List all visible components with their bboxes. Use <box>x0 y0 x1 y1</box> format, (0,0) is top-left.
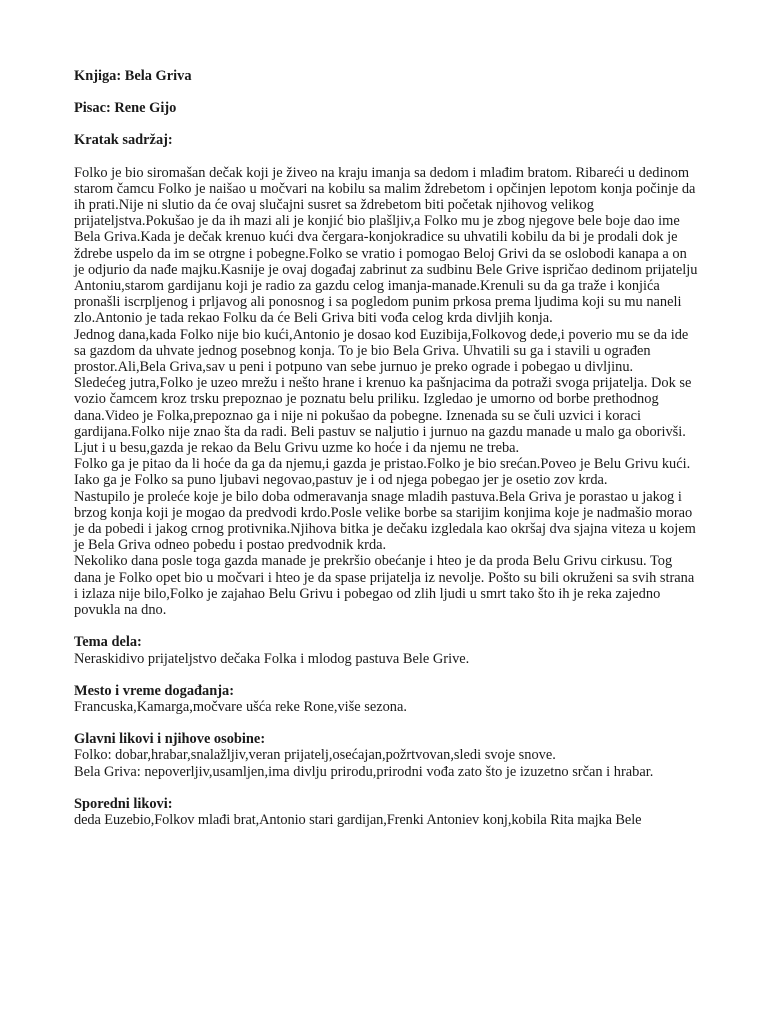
summary-paragraph-5: Nastupilo je proleće koje je bilo doba odmeravanja snage mladih pastuva.Bela Griva je porastao u jakog i brzog konja koji je mogao da predvodi krdo.Posle velike borbe sa starijim konjima koje je nadmašio morao je da pobedi i jakog crnog protivnika.Njihova bitka je dečaku izgledala kao okršaj dva sjajna viteza u kojem je Bela Griva odneo pobedu i postao predvodnik krda. <box>74 488 696 554</box>
document-page <box>74 68 698 828</box>
summary-body <box>74 165 698 619</box>
summary-paragraph-1: Folko je bio siromašan dečak koji je živeo na kraju imanja sa dedom i mlađim bratom. Ribareći u dedinom starom čamcu Folko je naišao u močvari na kobilu sa malim ždrebetom i opčinjen lepotom konja počinje da ih prati.Nije ni slutio da će ovaj slučajni susret sa ždrebetom biti početak njihovog velikog prijateljstva.Pokušao je da ih mazi ali je konjić bio plašljiv,a Folko mu je zbog njegove bele boje dao ime Bela Griva.Kada je dečak krenuo kući dva čergara-konjokradice su uhvatili kobilu da bi je prodali dok je ždrebe uspelo da im se otrgne i pobegne.Folko se vratio i pomogao Beloj Grivi da se oslobodi kanapa a on je odjurio da nađe majku.Kasnije je ovaj događaj zabrinut za sudbinu Bele Grive ispričao dedinom prijatelju Antoniu,starom gardijanu koji je radio za gazdu celog imanja-manade.Krenuli su da ga traže i konjića pronašli iscrpljenog i prljavog ali ponosnog i sa pogledom punim prkosa prema ljudima koji su mu naneli zlo.Antonio je tada rekao Folku da će Beli Griva biti vođa celog krda divljih konja. <box>74 164 698 327</box>
summary-paragraph-3: Sledećeg jutra,Folko je uzeo mrežu i nešto hrane i krenuo ka pašnjacima da potraži svoga prijatelja. Dok se vozio čamcem kroz trsku prepoznao je poznatu belu priliku. Izgledao je umorno od borbe prethodnog dana.Video je Folka,prepoznao ga i nije ni pokušao da pobegne. Iznenada su se čuli uzvici i koraci gardijana.Folko nije znao šta da radi. Beli pastuv se naljutio i jurnuo na gazdu manade u malo ga oborivši. Ljut i u besu,gazda je rekao da Belu Grivu uzme ko hoće i da njemu ne treba. <box>74 375 692 457</box>
book-title-line: Knjiga: Bela Griva <box>74 68 192 84</box>
side-characters-heading: Sporedni likovi: <box>74 795 173 812</box>
summary-paragraph-4: Folko ga je pitao da li hoće da ga da njemu,i gazda je pristao.Folko je bio srećan.Poveo je Belu Grivu kući. Iako ga je Folko sa puno ljubavi negovao,pastuv je i od njega pobegao jer je osetio zov krda. <box>74 456 691 489</box>
summary-heading: Kratak sadržaj: <box>74 132 173 149</box>
side-characters-text: deda Euzebio,Folkov mlađi brat,Antonio stari gardijan,Frenki Antoniev konj,kobila Rita majka Bele <box>74 811 642 828</box>
main-character-folko: Folko: dobar,hrabar,snalažljiv,veran prijatelj,osećajan,požrtvovan,sledi svoje snove. <box>74 747 556 764</box>
summary-paragraph-6: Nekoliko dana posle toga gazda manade je prekršio obećanje i hteo je da proda Belu Grivu cirkusu. Tog dana je Folko opet bio u močvari i hteo je da spase prijatelja iz nevolje. Pošto su bili okruženi sa svih strana i izlaza nije bilo,Folko je zajahao Belu Grivu i pobegao od zlih ljudi u smrt tako što ih je reka zajedno povukla na dno. <box>74 553 695 619</box>
main-characters-heading: Glavni likovi i njihove osobine: <box>74 731 266 748</box>
theme-text: Neraskidivo prijateljstvo dečaka Folka i mlodog pastuva Bele Grive. <box>74 650 470 667</box>
setting-heading: Mesto i vreme događanja: <box>74 682 235 699</box>
theme-heading: Tema dela: <box>74 634 142 651</box>
author-line: Pisac: Rene Gijo <box>74 100 177 117</box>
setting-text: Francuska,Kamarga,močvare ušća reke Rone,više sezona. <box>74 698 407 715</box>
summary-paragraph-2: Jednog dana,kada Folko nije bio kući,Antonio je dosao kod Euzibija,Folkovog dede,i poverio mu se da ide sa gazdom da uhvate jednog posebnog konja. To je bio Bela Griva. Uhvatili su ga i stavili u ograđen prostor.Ali,Bela Griva,sav u peni i potpuno van sebe jurnuo je preko ograde i pobegao u divljinu. <box>74 326 689 376</box>
main-character-bela-griva: Bela Griva: nepoverljiv,usamljen,ima divlju prirodu,prirodni vođa zato što je izuzetno srčan i hrabar. <box>74 763 654 780</box>
